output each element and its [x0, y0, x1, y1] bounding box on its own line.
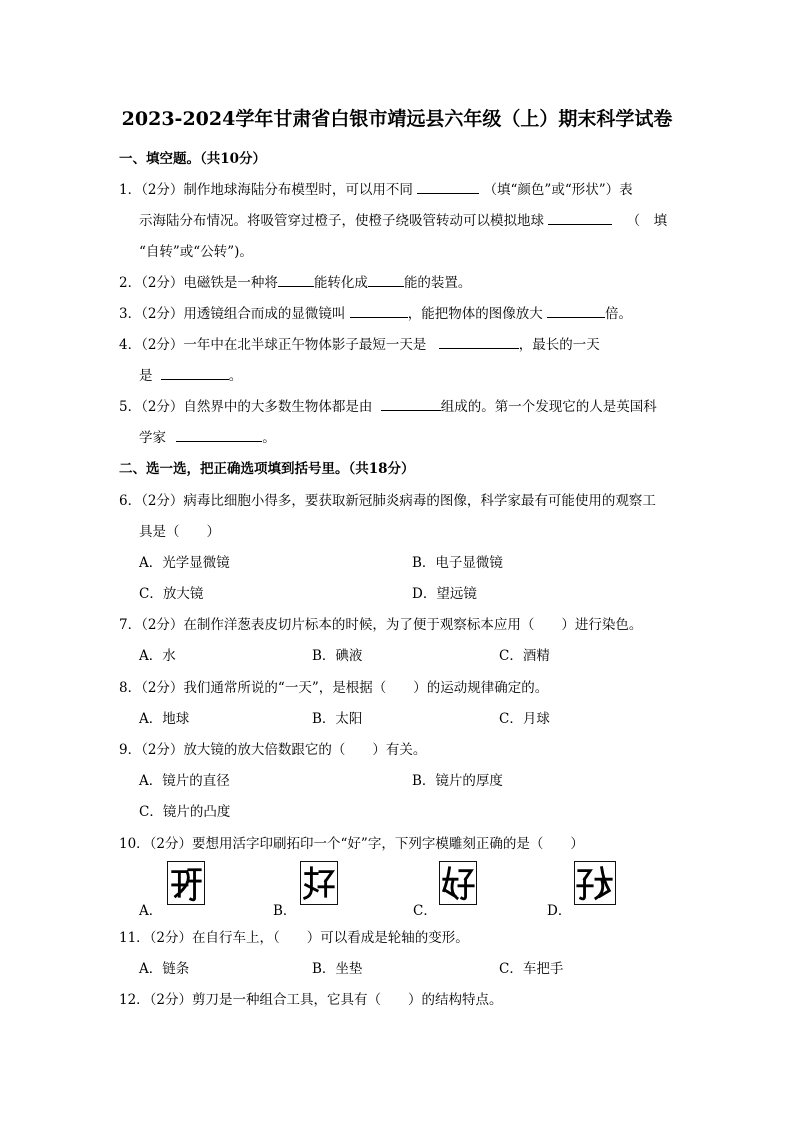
question-11-option-c[interactable]: C．车把手 [499, 961, 564, 977]
question-6-line-2: 具是（ ） [139, 524, 220, 540]
question-5-line-1: 5．（2分）自然界中的大多数生物体都是由 组成的。第一个发现它的人是英国科 [119, 399, 657, 415]
page-title: 2023-2024学年甘肃省白银市靖远县六年级（上）期末科学试卷 [121, 108, 673, 130]
question-7-option-a[interactable]: A．水 [139, 648, 176, 664]
answer-blank[interactable] [278, 274, 314, 287]
question-10-option-c[interactable]: C． [413, 903, 437, 919]
question-8: 8．（2分）我们通常所说的“一天”，是根据（ ）的运动规律确定的。 [119, 680, 549, 696]
question-10: 10．（2分）要想用活字印刷拓印一个“好”字，下列字模雕刻正确的是（ ） [119, 836, 584, 852]
answer-blank[interactable] [548, 212, 612, 225]
question-10-option-b[interactable]: B． [273, 903, 297, 919]
answer-blank[interactable] [547, 305, 605, 318]
question-8-option-a[interactable]: A．地球 [139, 711, 190, 727]
question-11: 11．（2分）在自行车上，（ ）可以看成是轮轴的变形。 [119, 930, 469, 946]
question-11-option-a[interactable]: A．链条 [139, 961, 190, 977]
answer-blank[interactable] [161, 367, 229, 380]
question-9-option-b[interactable]: B．镜片的厚度 [412, 773, 503, 789]
question-8-option-c[interactable]: C．月球 [499, 711, 550, 727]
question-7: 7．（2分）在制作洋葱表皮切片标本的时候，为了便于观察标本应用（ ）进行染色。 [119, 617, 643, 633]
answer-blank[interactable] [368, 274, 404, 287]
stamp-glyph-a-icon [168, 862, 204, 904]
question-6-option-a[interactable]: A．光学显微镜 [139, 555, 230, 571]
stamp-glyph-c-icon [440, 862, 476, 904]
question-8-option-b[interactable]: B．太阳 [312, 711, 363, 727]
answer-blank[interactable] [350, 305, 408, 318]
stamp-glyph-b-icon [301, 862, 337, 904]
question-1-line-3: “自转”或“公转”)。 [139, 244, 253, 260]
question-11-option-b[interactable]: B．坐垫 [312, 961, 363, 977]
character-stamp-a-image [167, 861, 205, 905]
question-6-option-d[interactable]: D．望远镜 [412, 586, 477, 602]
question-6-option-c[interactable]: C．放大镜 [139, 586, 204, 602]
question-9: 9．（2分）放大镜的放大倍数跟它的（ ）有关。 [119, 742, 427, 758]
question-10-option-a[interactable]: A． [139, 903, 163, 919]
question-12: 12．（2分）剪刀是一种组合工具，它具有（ ）的结构特点。 [119, 992, 503, 1008]
character-stamp-d-image [574, 861, 616, 905]
question-6-line-1: 6．（2分）病毒比细胞小得多，要获取新冠肺炎病毒的图像，科学家最有可能使用的观察工 [119, 493, 656, 509]
question-4-line-1: 4．（2分）一年中在北半球正午物体影子最短一天是 ，最长的一天 [119, 337, 600, 353]
character-stamp-c-image [439, 861, 477, 905]
question-1-line-1: 1．（2分）制作地球海陆分布模型时，可以用不同 （填“颜色”或“形状”）表 [119, 182, 633, 198]
question-10-option-d[interactable]: D． [547, 903, 572, 919]
answer-blank[interactable] [417, 181, 479, 194]
section-heading-fill-in: 一、填空题。（共10分） [119, 151, 267, 167]
question-1-line-2: 示海陆分布情况。将吸管穿过橙子，使橙子绕吸管转动可以模拟地球 （ 填 [139, 213, 668, 229]
question-5-line-2: 学家 。 [139, 430, 276, 446]
question-6-option-b[interactable]: B．电子显微镜 [412, 555, 503, 571]
question-7-option-c[interactable]: C．酒精 [499, 648, 550, 664]
question-4-line-2: 是 。 [139, 368, 243, 384]
answer-blank[interactable] [439, 336, 519, 349]
section-heading-multiple-choice: 二、选一选，把正确选项填到括号里。（共18分） [119, 461, 415, 477]
question-3: 3．（2分）用透镜组合而成的显微镜叫 ，能把物体的图像放大 倍。 [119, 306, 633, 322]
question-7-option-b[interactable]: B．碘液 [312, 648, 363, 664]
question-9-option-c[interactable]: C．镜片的凸度 [139, 804, 231, 820]
question-2: 2．（2分）电磁铁是一种将 能转化成 能的装置。 [119, 275, 472, 291]
answer-blank[interactable] [381, 398, 441, 411]
question-9-option-a[interactable]: A．镜片的直径 [139, 773, 230, 789]
character-stamp-b-image [300, 861, 338, 905]
answer-blank[interactable] [176, 429, 262, 442]
stamp-glyph-d-icon [575, 862, 615, 904]
